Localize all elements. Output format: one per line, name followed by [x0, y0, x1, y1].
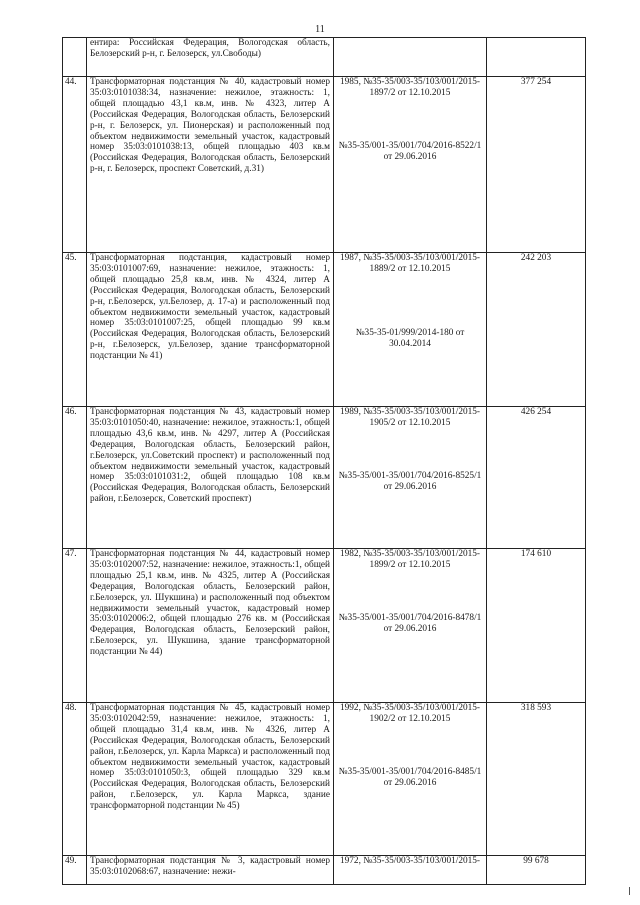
registration-info [334, 77, 487, 253]
object-description: Трансформаторная подстанция № 3, кадастровый номер 35:03:0102068:67, назначение: нежи- [87, 856, 334, 885]
page-number: 11 [315, 24, 325, 35]
object-description: Трансформаторная подстанция, кадастровый номер 35:03:0101007:69, назначение: нежилое, этажность: 1, общей площадью 25,8 кв.м, инв. № 4324, литер А (Российская Федерация, Вологодская область, Белозерский р-н, г.Белозерск, ул.Белозер, д. 17-а) и расположенный под объектом недвижимости земельный участок, кадастровый номер 35:03:0101007:25, общей площадью 99 кв.м (Российская Федерация, Вологодская область, Белозерский р-н, г.Белозерск, ул.Белозер, здание трансформаторной подстанции № 41) [87, 253, 334, 407]
cost-value: 377 254 [487, 77, 586, 253]
cost-value: 426 254 [487, 407, 586, 549]
registration-primary: 1985, №35-35/003-35/103/001/2015-1897/2 от 12.10.2015 [339, 77, 481, 98]
property-registry-table [62, 37, 586, 885]
row-number: 49. [63, 856, 87, 885]
registration-gap [337, 725, 483, 767]
table-row [63, 77, 586, 253]
row-number: 44. [63, 77, 87, 253]
table-row [63, 253, 586, 407]
object-description: Трансформаторная подстанция № 45, кадастровый номер 35:03:0102042:59, назначение: нежилое, этажность: 1, общей площадью 31,4 кв.м, инв. № 4326, литер А (Российская Федерация, Вологодская область, Белозерский район, г.Белозерск, ул. Карла Маркса) и расположенный под объектом недвижимости земельный участок, кадастровый номер 35:03:0101050:3, общей площадью 329 кв.м (Российская Федерация, Вологодская область, Белозерский район, г.Белозерск, ул. Карла Маркса, здание трансформаторной подстанции № 45) [87, 703, 334, 856]
cost-value: 318 593 [487, 703, 586, 856]
object-description: ентира: Российская Федерация, Вологодская область, Белозерский р-н, г. Белозерск, ул.Свободы) [87, 38, 334, 77]
table-row [63, 407, 586, 549]
row-number: 48. [63, 703, 87, 856]
registration-land: №35-35/001-35/001/704/2016-8522/1 от 29.06.2016 [338, 140, 482, 162]
row-number [63, 38, 87, 77]
registration-info [334, 856, 487, 885]
registration-info [334, 38, 487, 77]
registration-primary: 1982, №35-35/003-35/103/001/2015-1899/2 от 12.10.2015 [339, 549, 481, 570]
registration-info [334, 703, 487, 856]
registration-gap [337, 571, 483, 613]
registration-land: №35-35-01/999/2014-180 от 30.04.2014 [355, 327, 465, 349]
table-row [63, 549, 586, 703]
registration-gap [337, 99, 483, 141]
table-row [63, 38, 586, 77]
registration-land: №35-35/001-35/001/704/2016-8478/1 от 29.06.2016 [338, 612, 482, 634]
registration-info [334, 253, 487, 407]
registration-primary: 1989, №35-35/003-35/103/001/2015-1905/2 от 12.10.2015 [339, 407, 481, 428]
object-description: Трансформаторная подстанция № 43, кадастровый номер 35:03:0101050:40, назначение: нежилое, этажность:1, общей площадью 43,6 кв.м, инв. № 4297, литер А (Российская Федерация, Вологодская область, Белозерский район, г.Белозерск, ул.Советский проспект) и расположенный под объектом недвижимости земельный участок, кадастровый номер 35:03:0101031:2, общей площадью 108 кв.м (Российская Федерация, Вологодская область, Белозерский район, г.Белозерск, Советский проспект) [87, 407, 334, 549]
registration-info [334, 549, 487, 703]
table-row [63, 856, 586, 885]
cost-value: 174 610 [487, 549, 586, 703]
registration-primary: 1992, №35-35/003-35/103/001/2015-1902/2 от 12.10.2015 [339, 703, 481, 724]
row-number: 46. [63, 407, 87, 549]
registration-primary: 1972, №35-35/003-35/103/001/2015- [339, 856, 481, 866]
table-row [63, 703, 586, 856]
cost-value [487, 38, 586, 77]
object-description: Трансформаторная подстанция № 44, кадастровый номер 35:03:0102007:52, назначение: нежилое, этажность:1, общей площадью 25,1 кв.м, инв. № 4325, литер А (Российская Федерация, Вологодская область, Белозерский район, г.Белозерск, ул. Шукшина) и расположенный под объектом недвижимости земельный участок, кадастровый номер 35:03:0102006:2, общей площадью 276 кв. м (Российская Федерация, Вологодская область, Белозерский район, г.Белозерск, ул. Шукшина, здание трансформаторной подстанции № 44) [87, 549, 334, 703]
scan-edge-mark [629, 887, 630, 895]
registration-primary: 1987, №35-35/003-35/103/001/2015-1889/2 от 12.10.2015 [339, 253, 481, 274]
registration-gap [337, 429, 483, 471]
registration-land: №35-35/001-35/001/704/2016-8485/1 от 29.06.2016 [338, 766, 482, 788]
cost-value: 242 203 [487, 253, 586, 407]
registration-land: №35-35/001-35/001/704/2016-8525/1 от 29.06.2016 [338, 470, 482, 492]
row-number: 47. [63, 549, 87, 703]
row-number: 45. [63, 253, 87, 407]
object-description: Трансформаторная подстанция № 40, кадастровый номер 35:03:0101038:34, назначение: нежилое, этажность: 1, общей площадью 43,1 кв.м, инв. № 4323, литер А (Российская Федерация, Вологодская область, Белозерский р-н, г. Белозерск, ул. Пионерская) и расположенный под объектом недвижимости земельный участок, кадастровый номер 35:03:0101038:13, общей площадью 403 кв.м (Российская Федерация, Вологодская область, Белозерский р-н, г. Белозерск, проспект Советский, д.31) [87, 77, 334, 253]
registration-gap [337, 275, 483, 328]
registration-info [334, 407, 487, 549]
cost-value: 99 678 [487, 856, 586, 885]
